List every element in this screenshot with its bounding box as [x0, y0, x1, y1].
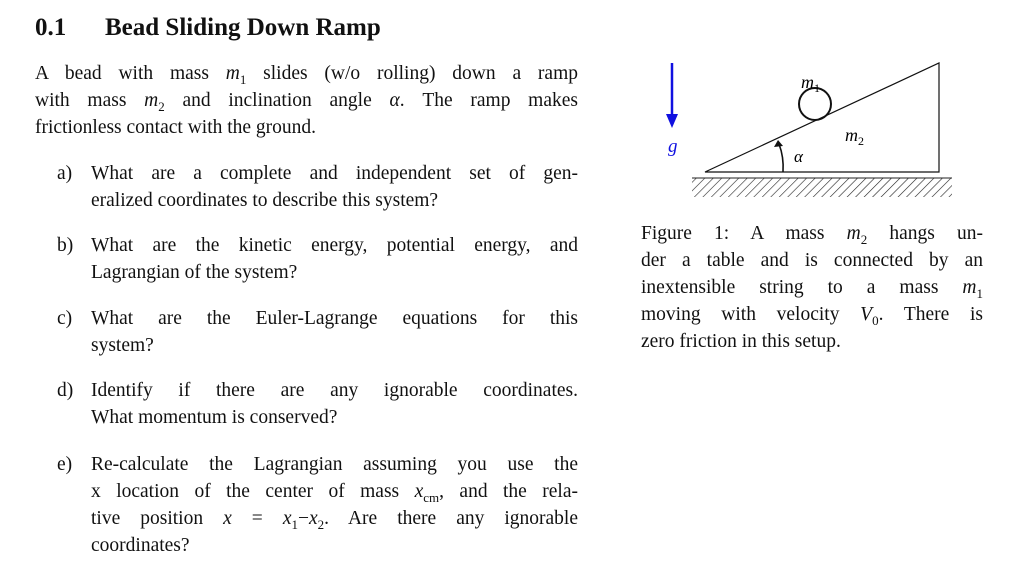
- text-segment: −: [297, 508, 309, 529]
- math-subscript: 1: [239, 71, 247, 87]
- question-label: e): [57, 454, 73, 475]
- question-label: a): [57, 163, 73, 184]
- ground-hatch: [692, 178, 952, 197]
- text-segment: system?: [91, 335, 154, 356]
- text-segment: x location of the center of mass: [91, 481, 415, 502]
- question-label: b): [57, 235, 74, 256]
- text-segment: . Are there any ignorable: [324, 508, 579, 529]
- section-title: Bead Sliding Down Ramp: [105, 14, 381, 41]
- math-variable: x: [308, 508, 318, 529]
- text-segment: and inclination angle: [164, 90, 390, 111]
- text-segment: . The ramp makes: [399, 90, 578, 111]
- text-segment: Lagrangian of the system?: [91, 262, 298, 283]
- question-label: d): [57, 380, 74, 401]
- math-subscript: 2: [860, 231, 868, 247]
- math-subscript: cm: [423, 489, 440, 505]
- math-variable: m: [225, 63, 240, 84]
- angle-arc: [779, 144, 783, 172]
- math-variable: x: [282, 508, 292, 529]
- math-subscript: 0: [872, 312, 879, 328]
- section-number: 0.1: [35, 14, 67, 41]
- math-variable: x: [223, 508, 232, 529]
- text-segment: moving with velocity: [641, 304, 861, 325]
- math-subscript: 1: [291, 516, 298, 532]
- text-segment: What are a complete and independent set of gen-: [91, 163, 578, 184]
- gravity-arrow: [666, 63, 678, 128]
- text-segment: coordinates?: [91, 535, 190, 556]
- math-variable: x: [414, 481, 424, 502]
- math-subscript: 1: [976, 285, 983, 301]
- text-segment: der a table and is connected by an: [641, 250, 983, 271]
- math-variable: m: [962, 277, 977, 298]
- text-segment: Figure 1: A mass: [641, 223, 847, 244]
- text-segment: What are the Euler-Lagrange equations for this: [91, 308, 578, 329]
- angle-arrowhead: [774, 140, 783, 147]
- math-variable: α: [389, 90, 400, 111]
- angle-label: α: [794, 147, 803, 166]
- text-segment: with mass: [35, 90, 145, 111]
- text-segment: What momentum is conserved?: [91, 407, 338, 428]
- text-segment: A bead with mass: [35, 63, 226, 84]
- question-label: c): [57, 308, 73, 329]
- math-variable: m: [144, 90, 159, 111]
- math-subscript: 2: [158, 98, 165, 114]
- text-segment: hangs un-: [867, 223, 983, 244]
- gravity-label: g: [668, 136, 678, 157]
- text-segment: inextensible string to a mass: [641, 277, 963, 298]
- math-variable: V: [860, 304, 873, 325]
- ramp-label: $m_2$: [845, 125, 864, 148]
- bead-label: $m_1$: [801, 72, 820, 95]
- text-segment: Re-calculate the Lagrangian assuming you use the: [91, 454, 578, 475]
- text-segment: Identify if there are any ignorable coordinates.: [91, 380, 578, 401]
- text-segment: tive position: [91, 508, 224, 529]
- text-segment: slides (w/o rolling) down a ramp: [246, 63, 578, 84]
- text-segment: , and the rela-: [439, 481, 578, 502]
- text-segment: frictionless contact with the ground.: [35, 117, 317, 138]
- math-variable: m: [846, 223, 861, 244]
- text-segment: . There is: [878, 304, 983, 325]
- text-segment: What are the kinetic energy, potential energy, and: [91, 235, 578, 256]
- text-segment: =: [231, 508, 283, 529]
- math-subscript: 2: [317, 516, 325, 532]
- text-segment: zero friction in this setup.: [641, 331, 841, 352]
- text-segment: eralized coordinates to describe this system?: [91, 190, 439, 211]
